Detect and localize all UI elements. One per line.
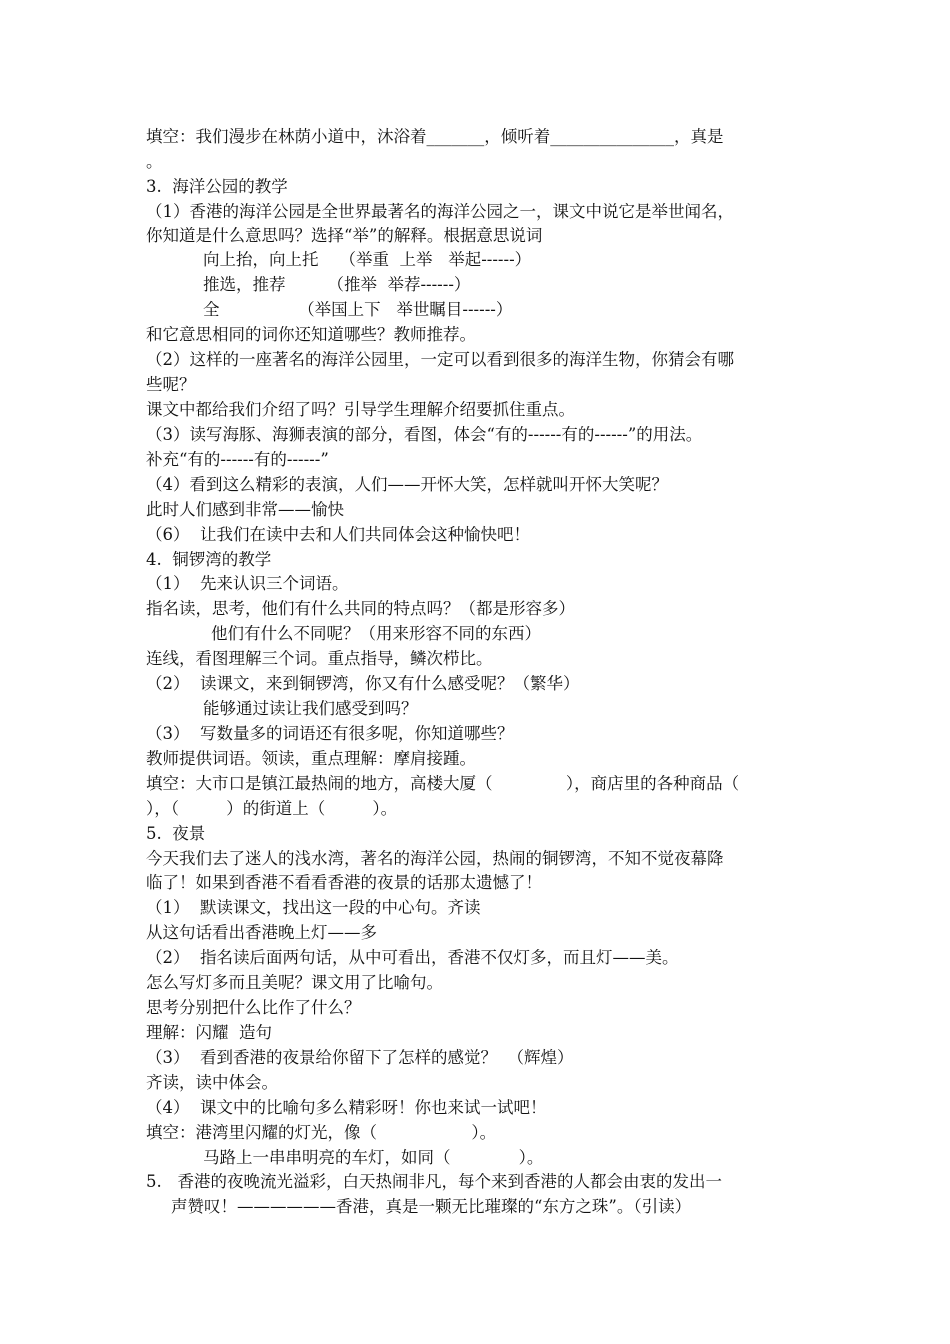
text-line: （2） 指名读后面两句话，从中可看出，香港不仅灯多，而且灯——美。 xyxy=(146,948,679,967)
section-heading: 4. 铜锣湾的教学 xyxy=(146,550,272,569)
text-line: （3） 看到香港的夜景给你留下了怎样的感觉？ （辉煌） xyxy=(146,1048,574,1067)
text-line: 课文中都给我们介绍了吗？引导学生理解介绍要抓住重点。 xyxy=(146,400,575,419)
text-line: （2） 读课文，来到铜锣湾，你又有什么感受呢？（繁华） xyxy=(146,674,580,693)
fill-blank-line: 填空：我们漫步在林荫小道中，沐浴着_______，倾听着_______________，真是 xyxy=(146,127,724,146)
text-line: 能够通过读让我们感受到吗？ xyxy=(203,699,418,718)
text-line: 教师提供词语。领读，重点理解：摩肩接踵。 xyxy=(146,749,476,768)
text-line: 你知道是什么意思吗？选择“举”的解释。根据意思说词 xyxy=(146,226,543,245)
text-line: 。 xyxy=(146,152,163,171)
section-heading: 3. 海洋公园的教学 xyxy=(146,177,288,196)
text-line: （2）这样的一座著名的海洋公园里，一定可以看到很多的海洋生物，你猜会有哪 xyxy=(146,350,734,369)
text-line: 5. 香港的夜晚流光溢彩，白天热闹非凡，每个来到香港的人都会由衷的发出一 xyxy=(146,1172,722,1191)
text-line: 些呢？ xyxy=(146,375,196,394)
text-line: 向上抬，向上托 （举重 上举 举起------） xyxy=(203,250,532,269)
text-line: 和它意思相同的词你还知道哪些？教师推荐。 xyxy=(146,325,476,344)
text-line: 临了！如果到香港不看看香港的夜景的话那太遗憾了！ xyxy=(146,873,542,892)
text-line: 全 （举国上下 举世瞩目------） xyxy=(203,300,513,319)
text-line: 连线，看图理解三个词。重点指导，鳞次栉比。 xyxy=(146,649,493,668)
text-line: （1）香港的海洋公园是全世界最著名的海洋公园之一，课文中说它是举世闻名， xyxy=(146,202,734,221)
fill-blank-line: ），（ ）的街道上（ ）。 xyxy=(146,799,398,818)
text-line: （1） 先来认识三个词语。 xyxy=(146,574,349,593)
text-line: （3）读写海豚、海狮表演的部分，看图，体会“有的------有的------”的用法。 xyxy=(146,425,703,444)
text-line: 思考分别把什么比作了什么？ xyxy=(146,998,361,1017)
text-line: （3） 写数量多的词语还有很多呢，你知道哪些？ xyxy=(146,724,514,743)
text-line: 齐读，读中体会。 xyxy=(146,1073,278,1092)
text-line: 指名读，思考，他们有什么共同的特点吗？（都是形容多） xyxy=(146,599,575,618)
fill-blank-line: 马路上一串串明亮的车灯，如同（ ）。 xyxy=(203,1148,544,1167)
text-line: 怎么写灯多而且美呢？课文用了比喻句。 xyxy=(146,973,443,992)
text-line: 此时人们感到非常——愉快 xyxy=(146,500,344,519)
text-line: 声赞叹！——————香港，真是一颗无比璀璨的“东方之珠”。（引读） xyxy=(171,1197,692,1216)
text-line: 他们有什么不同呢？（用来形容不同的东西） xyxy=(211,624,541,643)
text-line: （1） 默读课文，找出这一段的中心句。齐读 xyxy=(146,898,481,917)
text-line: 推选，推荐 （推举 举荐------） xyxy=(203,275,471,294)
fill-blank-line: 填空：大市口是镇江最热闹的地方，高楼大厦（ ），商店里的各种商品（ xyxy=(146,774,740,793)
fill-blank-line: 填空：港湾里闪耀的灯光，像（ ）。 xyxy=(146,1123,497,1142)
text-line: （6） 让我们在读中去和人们共同体会这种愉快吧！ xyxy=(146,525,530,544)
text-line: （4）看到这么精彩的表演，人们——开怀大笑，怎样就叫开怀大笑呢？ xyxy=(146,475,668,494)
text-line: 从这句话看出香港晚上灯——多 xyxy=(146,923,377,942)
text-line: 理解：闪耀 造句 xyxy=(146,1023,272,1042)
text-line: 补充“有的------有的------” xyxy=(146,450,329,469)
text-line: 今天我们去了迷人的浅水湾，著名的海洋公园，热闹的铜锣湾，不知不觉夜幕降 xyxy=(146,849,724,868)
text-line: （4） 课文中的比喻句多么精彩呀！你也来试一试吧！ xyxy=(146,1098,547,1117)
section-heading: 5. 夜景 xyxy=(146,824,206,843)
